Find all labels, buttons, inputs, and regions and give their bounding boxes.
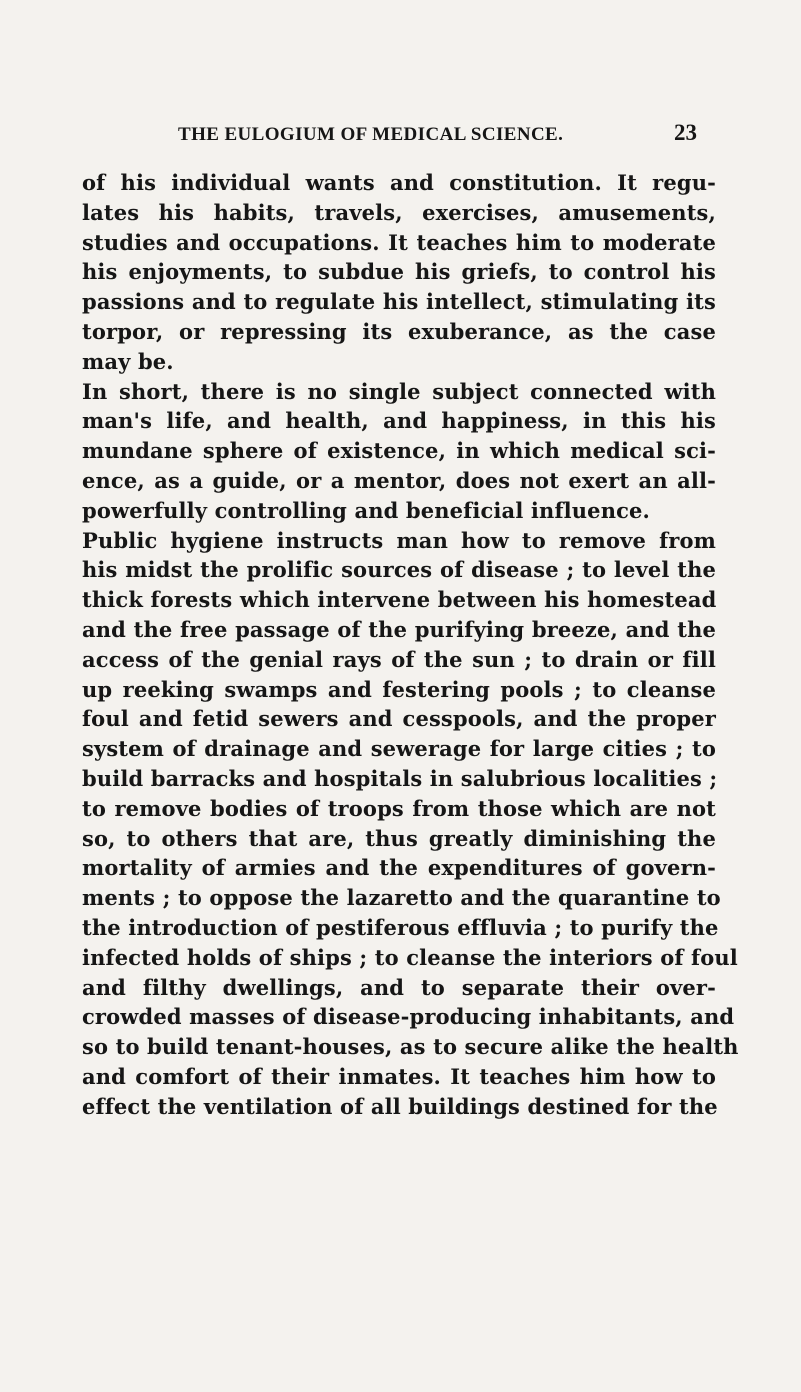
text-line: foul and fetid sewers and cesspools, and the proper xyxy=(82,706,716,732)
text-line: effect the ventilation of all buildings destined for the xyxy=(82,1093,718,1119)
text-line: access of the genial rays of the sun ; to drain or fill xyxy=(82,646,716,672)
text-line: the introduction of pestiferous effluvia ; to purify the xyxy=(82,914,719,940)
text-line: infected holds of ships ; to cleanse the interiors of foul xyxy=(82,944,738,970)
text-line: may be. xyxy=(82,348,174,374)
text-line: lates his habits, travels, exercises, amusements, xyxy=(82,199,716,225)
text-line: thick forests which intervene between his homestead xyxy=(82,587,717,613)
text-line: crowded masses of disease-producing inhabitants, and xyxy=(82,1004,735,1030)
text-line: studies and occupations. It teaches him to moderate xyxy=(82,229,716,255)
text-line: and the free passage of the purifying breeze, and the xyxy=(82,616,716,642)
running-title: THE EULOGIUM OF MEDICAL SCIENCE. xyxy=(178,124,564,145)
text-line: ments ; to oppose the lazaretto and the quarantine to xyxy=(82,885,721,911)
paragraph-start-line: Public hygiene instructs man how to remove from xyxy=(82,527,716,553)
text-line: mundane sphere of existence, in which medical sci- xyxy=(82,438,716,464)
page-number: 23 xyxy=(674,120,697,145)
text-line: system of drainage and sewerage for large cities ; to xyxy=(82,736,716,762)
body-text xyxy=(82,168,739,1122)
text-line: so to build tenant-houses, as to secure alike the health xyxy=(82,1034,739,1060)
text-line: and filthy dwellings, and to separate their over- xyxy=(82,974,716,1000)
text-line: mortality of armies and the expenditures of govern- xyxy=(82,855,716,881)
text-line: his enjoyments, to subdue his griefs, to control his xyxy=(82,259,716,285)
text-line: passions and to regulate his intellect, stimulating its xyxy=(82,289,716,315)
text-line: build barracks and hospitals in salubrious localities ; xyxy=(82,765,718,791)
text-line: powerfully controlling and beneficial influence. xyxy=(82,497,651,523)
text-line: so, to others that are, thus greatly diminishing the xyxy=(82,825,716,851)
text-line: ence, as a guide, or a mentor, does not exert an all- xyxy=(82,467,716,493)
text-line: and comfort of their inmates. It teaches him how to xyxy=(82,1063,716,1089)
text-line: up reeking swamps and festering pools ; to cleanse xyxy=(82,676,716,702)
text-line: torpor, or repressing its exuberance, as the case xyxy=(82,318,716,344)
text-line: to remove bodies of troops from those which are not xyxy=(82,795,716,821)
text-line: man's life, and health, and happiness, in this his xyxy=(82,408,716,434)
text-line: of his individual wants and constitution. It regu- xyxy=(82,170,716,195)
paragraph-start-line: In short, there is no single subject connected with xyxy=(82,378,716,404)
text-line: his midst the prolific sources of disease ; to level the xyxy=(82,557,716,583)
